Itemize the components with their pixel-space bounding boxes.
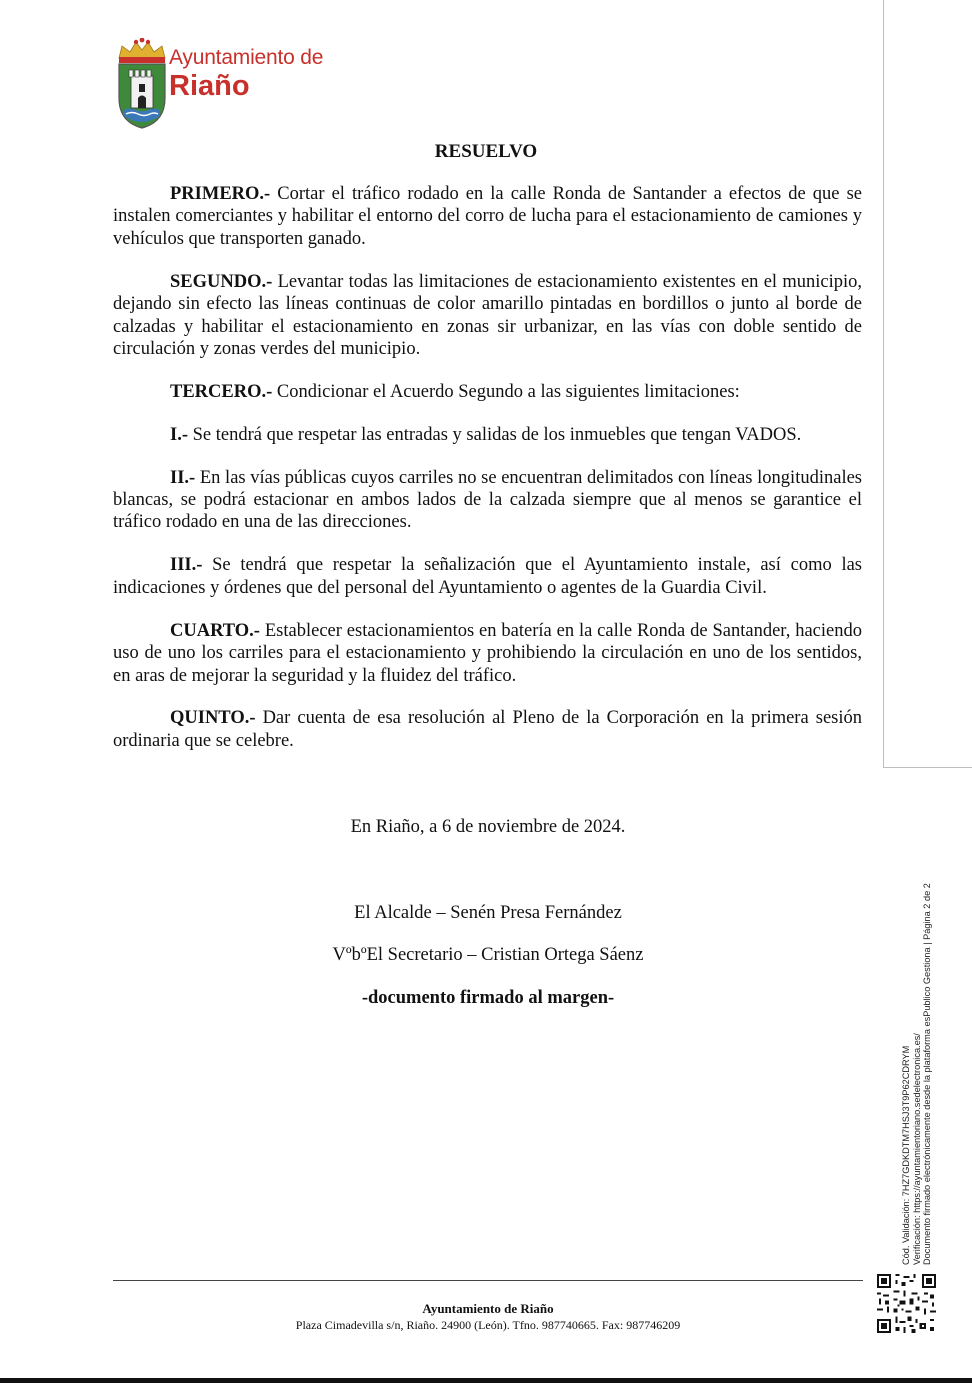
logo-text-line2: Riaño xyxy=(169,70,250,102)
paragraph-quinto xyxy=(113,707,862,752)
signature-platform-note: Documento firmado electrónicamente desde la plataforma esPublico Gestiona | Página 2 de 2 xyxy=(922,883,932,1265)
paragraph-text: Establecer estacionamientos en batería en la calle Ronda de Santander, haciendo uso de uno los carriles para el estacionamiento y prohibiendo la circulación en uno de los sentidos, en aras de mejorar la seguridad y la fluidez del tráfico. xyxy=(113,620,862,686)
paragraph-text: Condicionar el Acuerdo Segundo a las siguientes limitaciones: xyxy=(272,381,740,402)
validation-code: Cód. Validación: 7HZ7GDKDTM7HSJ3T9P62CDRYM xyxy=(901,1045,911,1265)
document-title: RESUELVO xyxy=(434,141,538,162)
margin-rule-foot xyxy=(883,767,972,768)
paragraph-limitation-2 xyxy=(113,467,862,534)
paragraph-text: Se tendrá que respetar la señalización que el Ayuntamiento instale, así como las indicaciones y órdenes que del personal del Ayuntamiento o agentes de la Guardia Civil. xyxy=(113,555,862,598)
paragraph-limitation-3 xyxy=(113,554,862,599)
verification-url[interactable]: Verificación: https://ayuntamientoriano.sedelectronica.es/ xyxy=(911,1033,922,1265)
resolution-body xyxy=(113,183,862,773)
margin-rule xyxy=(883,0,884,768)
paragraph-lead: I.- xyxy=(170,424,188,445)
footer-organization: Ayuntamiento de Riaño xyxy=(422,1301,554,1316)
municipal-logo xyxy=(116,38,346,130)
signatory-secretario: VºbºEl Secretario – Cristian Ortega Sáenz xyxy=(332,945,644,965)
paragraph-segundo xyxy=(113,271,862,361)
footer-divider xyxy=(113,1280,863,1281)
footer-address: Plaza Cimadevilla s/n, Riaño. 24900 (León). Tfno. 987740665. Fax: 987746209 xyxy=(295,1318,681,1332)
paragraph-limitation-1 xyxy=(113,424,862,446)
paragraph-lead: II.- xyxy=(170,467,196,488)
paragraph-lead: TERCERO.- xyxy=(170,381,273,402)
signatory-alcalde: El Alcalde – Senén Presa Fernández xyxy=(354,903,622,923)
paragraph-lead: CUARTO.- xyxy=(170,620,260,641)
paragraph-primero xyxy=(113,183,862,250)
page-edge xyxy=(0,1378,972,1383)
paragraph-lead: QUINTO.- xyxy=(170,708,256,729)
place-date: En Riaño, a 6 de noviembre de 2024. xyxy=(350,817,626,837)
paragraph-tercero xyxy=(113,381,862,403)
paragraph-cuarto xyxy=(113,620,862,687)
paragraph-text: En las vías públicas cuyos carriles no se encuentran delimitados con líneas longitudinales blancas, se podrá estacionar en ambos lados de la calzada siempre que al menos se garantice el tráfico rodado en una de las direcciones. xyxy=(113,467,862,533)
paragraph-text: Levantar todas las limitaciones de estacionamiento existentes en el municipio, dejando sin efecto las líneas continuas de color amarillo pintadas en bordillos o junto al borde de calzadas y habilitar el estacionamiento en zonas sir urbanizar, en las vías con doble sentido de circulación y zonas verdes del municipio. xyxy=(113,271,862,359)
paragraph-lead: III.- xyxy=(170,555,203,576)
coat-of-arms-icon xyxy=(116,38,168,130)
paragraph-lead: SEGUNDO.- xyxy=(170,271,273,292)
paragraph-text: Dar cuenta de esa resolución al Pleno de la Corporación en la primera sesión ordinaria que se celebre. xyxy=(113,708,862,751)
signed-note: -documento firmado al margen- xyxy=(361,988,615,1008)
paragraph-lead: PRIMERO.- xyxy=(170,184,271,204)
paragraph-text: Cortar el tráfico rodado en la calle Ronda de Santander a efectos de que se instalen comerciantes y habilitar el entorno del corro de lucha para el estacionamiento de camiones y vehículos que transporten ganado. xyxy=(113,184,862,249)
paragraph-text: Se tendrá que respetar las entradas y salidas de los inmuebles que tengan VADOS. xyxy=(188,424,802,445)
logo-text-line1: Ayuntamiento de xyxy=(169,46,324,69)
electronic-validation-text xyxy=(901,845,941,1265)
